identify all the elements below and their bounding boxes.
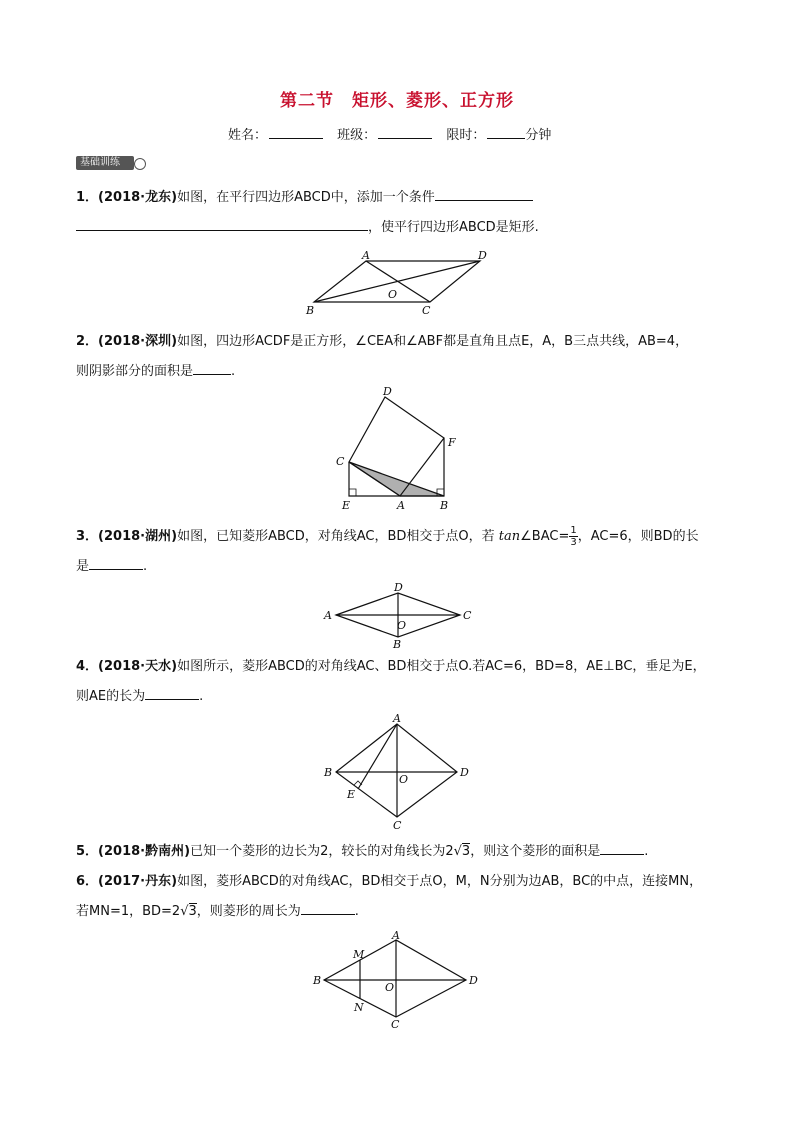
fraction bbox=[569, 525, 577, 548]
answer-blank[interactable] bbox=[193, 360, 231, 375]
time-unit: 分钟 bbox=[525, 128, 552, 143]
answer-blank[interactable] bbox=[600, 840, 644, 855]
label-d: D bbox=[460, 766, 469, 779]
label-c: C bbox=[393, 819, 402, 832]
label-b: B bbox=[306, 304, 315, 317]
label-o: O bbox=[397, 619, 407, 632]
answer-blank[interactable] bbox=[435, 186, 533, 201]
label-b: B bbox=[393, 638, 402, 651]
question-6 bbox=[76, 867, 726, 927]
question-5 bbox=[76, 837, 726, 867]
question-text: ，则菱形的周长为 bbox=[196, 904, 301, 919]
badge-circle-icon bbox=[134, 158, 146, 170]
label-n: N bbox=[354, 1001, 364, 1014]
name-field[interactable] bbox=[269, 126, 323, 139]
question-number: 2． bbox=[76, 334, 99, 349]
question-number: 3． bbox=[76, 529, 99, 544]
question-text: 则AE的长为 bbox=[76, 689, 146, 704]
label-d: D bbox=[469, 974, 478, 987]
time-field[interactable] bbox=[487, 126, 525, 139]
name-label: 姓名： bbox=[228, 128, 268, 143]
tan-symbol: tan bbox=[498, 529, 521, 544]
question-number: 6． bbox=[76, 874, 99, 889]
angle-text: ∠BAC= bbox=[520, 529, 570, 544]
question-text: . bbox=[199, 689, 204, 704]
answer-blank[interactable] bbox=[89, 555, 143, 570]
question-source: (2018·天水) bbox=[98, 659, 178, 674]
label-o: O bbox=[385, 981, 395, 994]
label-c: C bbox=[336, 455, 345, 468]
answer-blank[interactable] bbox=[145, 685, 199, 700]
label-b: B bbox=[440, 499, 449, 512]
time-label: 限时： bbox=[446, 128, 486, 143]
question-number: 4． bbox=[76, 659, 99, 674]
label-e: E bbox=[347, 788, 356, 801]
label-b: B bbox=[324, 766, 333, 779]
label-d: D bbox=[383, 385, 392, 398]
label-m: M bbox=[353, 948, 365, 961]
label-b: B bbox=[313, 974, 322, 987]
shaded-triangle bbox=[349, 462, 444, 496]
question-text: . bbox=[143, 559, 148, 574]
question-source: (2018·龙东) bbox=[98, 190, 178, 205]
label-c: C bbox=[422, 304, 431, 317]
question-4 bbox=[76, 652, 726, 712]
fraction-denominator: 3 bbox=[570, 537, 577, 548]
sqrt-symbol: √ bbox=[453, 844, 462, 859]
fraction-numerator: 1 bbox=[570, 525, 577, 536]
label-e: E bbox=[342, 499, 351, 512]
question-text: 已知一个菱形的边长为2，较长的对角线长为2 bbox=[190, 844, 454, 859]
label-f: F bbox=[448, 436, 456, 449]
label-c: C bbox=[391, 1018, 400, 1031]
figure-rhombus-1 bbox=[320, 583, 480, 651]
question-text: . bbox=[644, 844, 649, 859]
label-d: D bbox=[478, 249, 487, 262]
label-a: A bbox=[324, 609, 332, 622]
label-a: A bbox=[392, 929, 400, 942]
question-text: 是 bbox=[76, 559, 90, 574]
question-number: 5． bbox=[76, 844, 99, 859]
figure-square bbox=[330, 385, 470, 515]
question-text: 如图，已知菱形ABCD，对角线AC，BD相交于点O，若 bbox=[177, 529, 495, 544]
sqrt-symbol: √ bbox=[180, 904, 189, 919]
question-source: (2017·丹东) bbox=[98, 874, 178, 889]
question-text: 如图，菱形ABCD的对角线AC，BD相交于点O，M，N分别为边AB，BC的中点，连接MN， bbox=[177, 874, 703, 889]
question-text: 如图，在平行四边形ABCD中，添加一个条件 bbox=[177, 190, 435, 205]
sqrt-radicand: 3 bbox=[188, 904, 197, 919]
figure-rhombus-2 bbox=[320, 712, 480, 832]
question-source: (2018·黔南州) bbox=[98, 844, 191, 859]
label-a: A bbox=[397, 499, 405, 512]
question-text: . bbox=[231, 364, 236, 379]
question-source: (2018·湖州) bbox=[98, 529, 178, 544]
label-a: A bbox=[393, 712, 401, 725]
question-text: 若MN=1，BD=2 bbox=[76, 904, 181, 919]
question-text: 如图，四边形ACDF是正方形，∠CEA和∠ABF都是直角且点E，A，B三点共线，AB=4， bbox=[177, 334, 689, 349]
rhombus-edges bbox=[324, 940, 466, 1017]
right-angle-mark-e bbox=[349, 489, 356, 496]
class-field[interactable] bbox=[378, 126, 432, 139]
question-3 bbox=[76, 522, 726, 582]
altitude-ae bbox=[358, 724, 397, 789]
question-text: 如图所示，菱形ABCD的对角线AC、BD相交于点O.若AC=6，BD=8，AE⊥BC，垂足为E， bbox=[177, 659, 706, 674]
class-label: 班级： bbox=[337, 128, 377, 143]
question-text: ，AC=6，则BD的长 bbox=[577, 529, 699, 544]
question-text: ，则这个菱形的面积是 bbox=[470, 844, 601, 859]
label-o: O bbox=[399, 773, 409, 786]
label-c: C bbox=[463, 609, 472, 622]
student-info-line bbox=[228, 124, 551, 143]
question-text: . bbox=[354, 904, 359, 919]
label-o: O bbox=[388, 288, 398, 301]
section-number: 第二节 bbox=[280, 91, 334, 111]
page-title bbox=[0, 86, 794, 111]
question-text: 则阴影部分的面积是 bbox=[76, 364, 194, 379]
sqrt-radicand: 3 bbox=[461, 844, 471, 859]
answer-blank[interactable] bbox=[301, 900, 355, 915]
section-name: 矩形、菱形、正方形 bbox=[352, 91, 514, 111]
section-badge: 基础训练 bbox=[76, 156, 134, 170]
figure-parallelogram bbox=[300, 250, 500, 320]
label-d: D bbox=[394, 581, 403, 594]
question-number: 1． bbox=[76, 190, 99, 205]
question-text: ，使平行四边形ABCD是矩形. bbox=[368, 220, 539, 235]
question-source: (2018·深圳) bbox=[98, 334, 178, 349]
label-a: A bbox=[362, 249, 370, 262]
figure-rhombus-3 bbox=[310, 925, 485, 1035]
answer-blank-continued[interactable] bbox=[76, 216, 368, 231]
question-2 bbox=[76, 327, 726, 387]
question-1 bbox=[76, 183, 726, 243]
